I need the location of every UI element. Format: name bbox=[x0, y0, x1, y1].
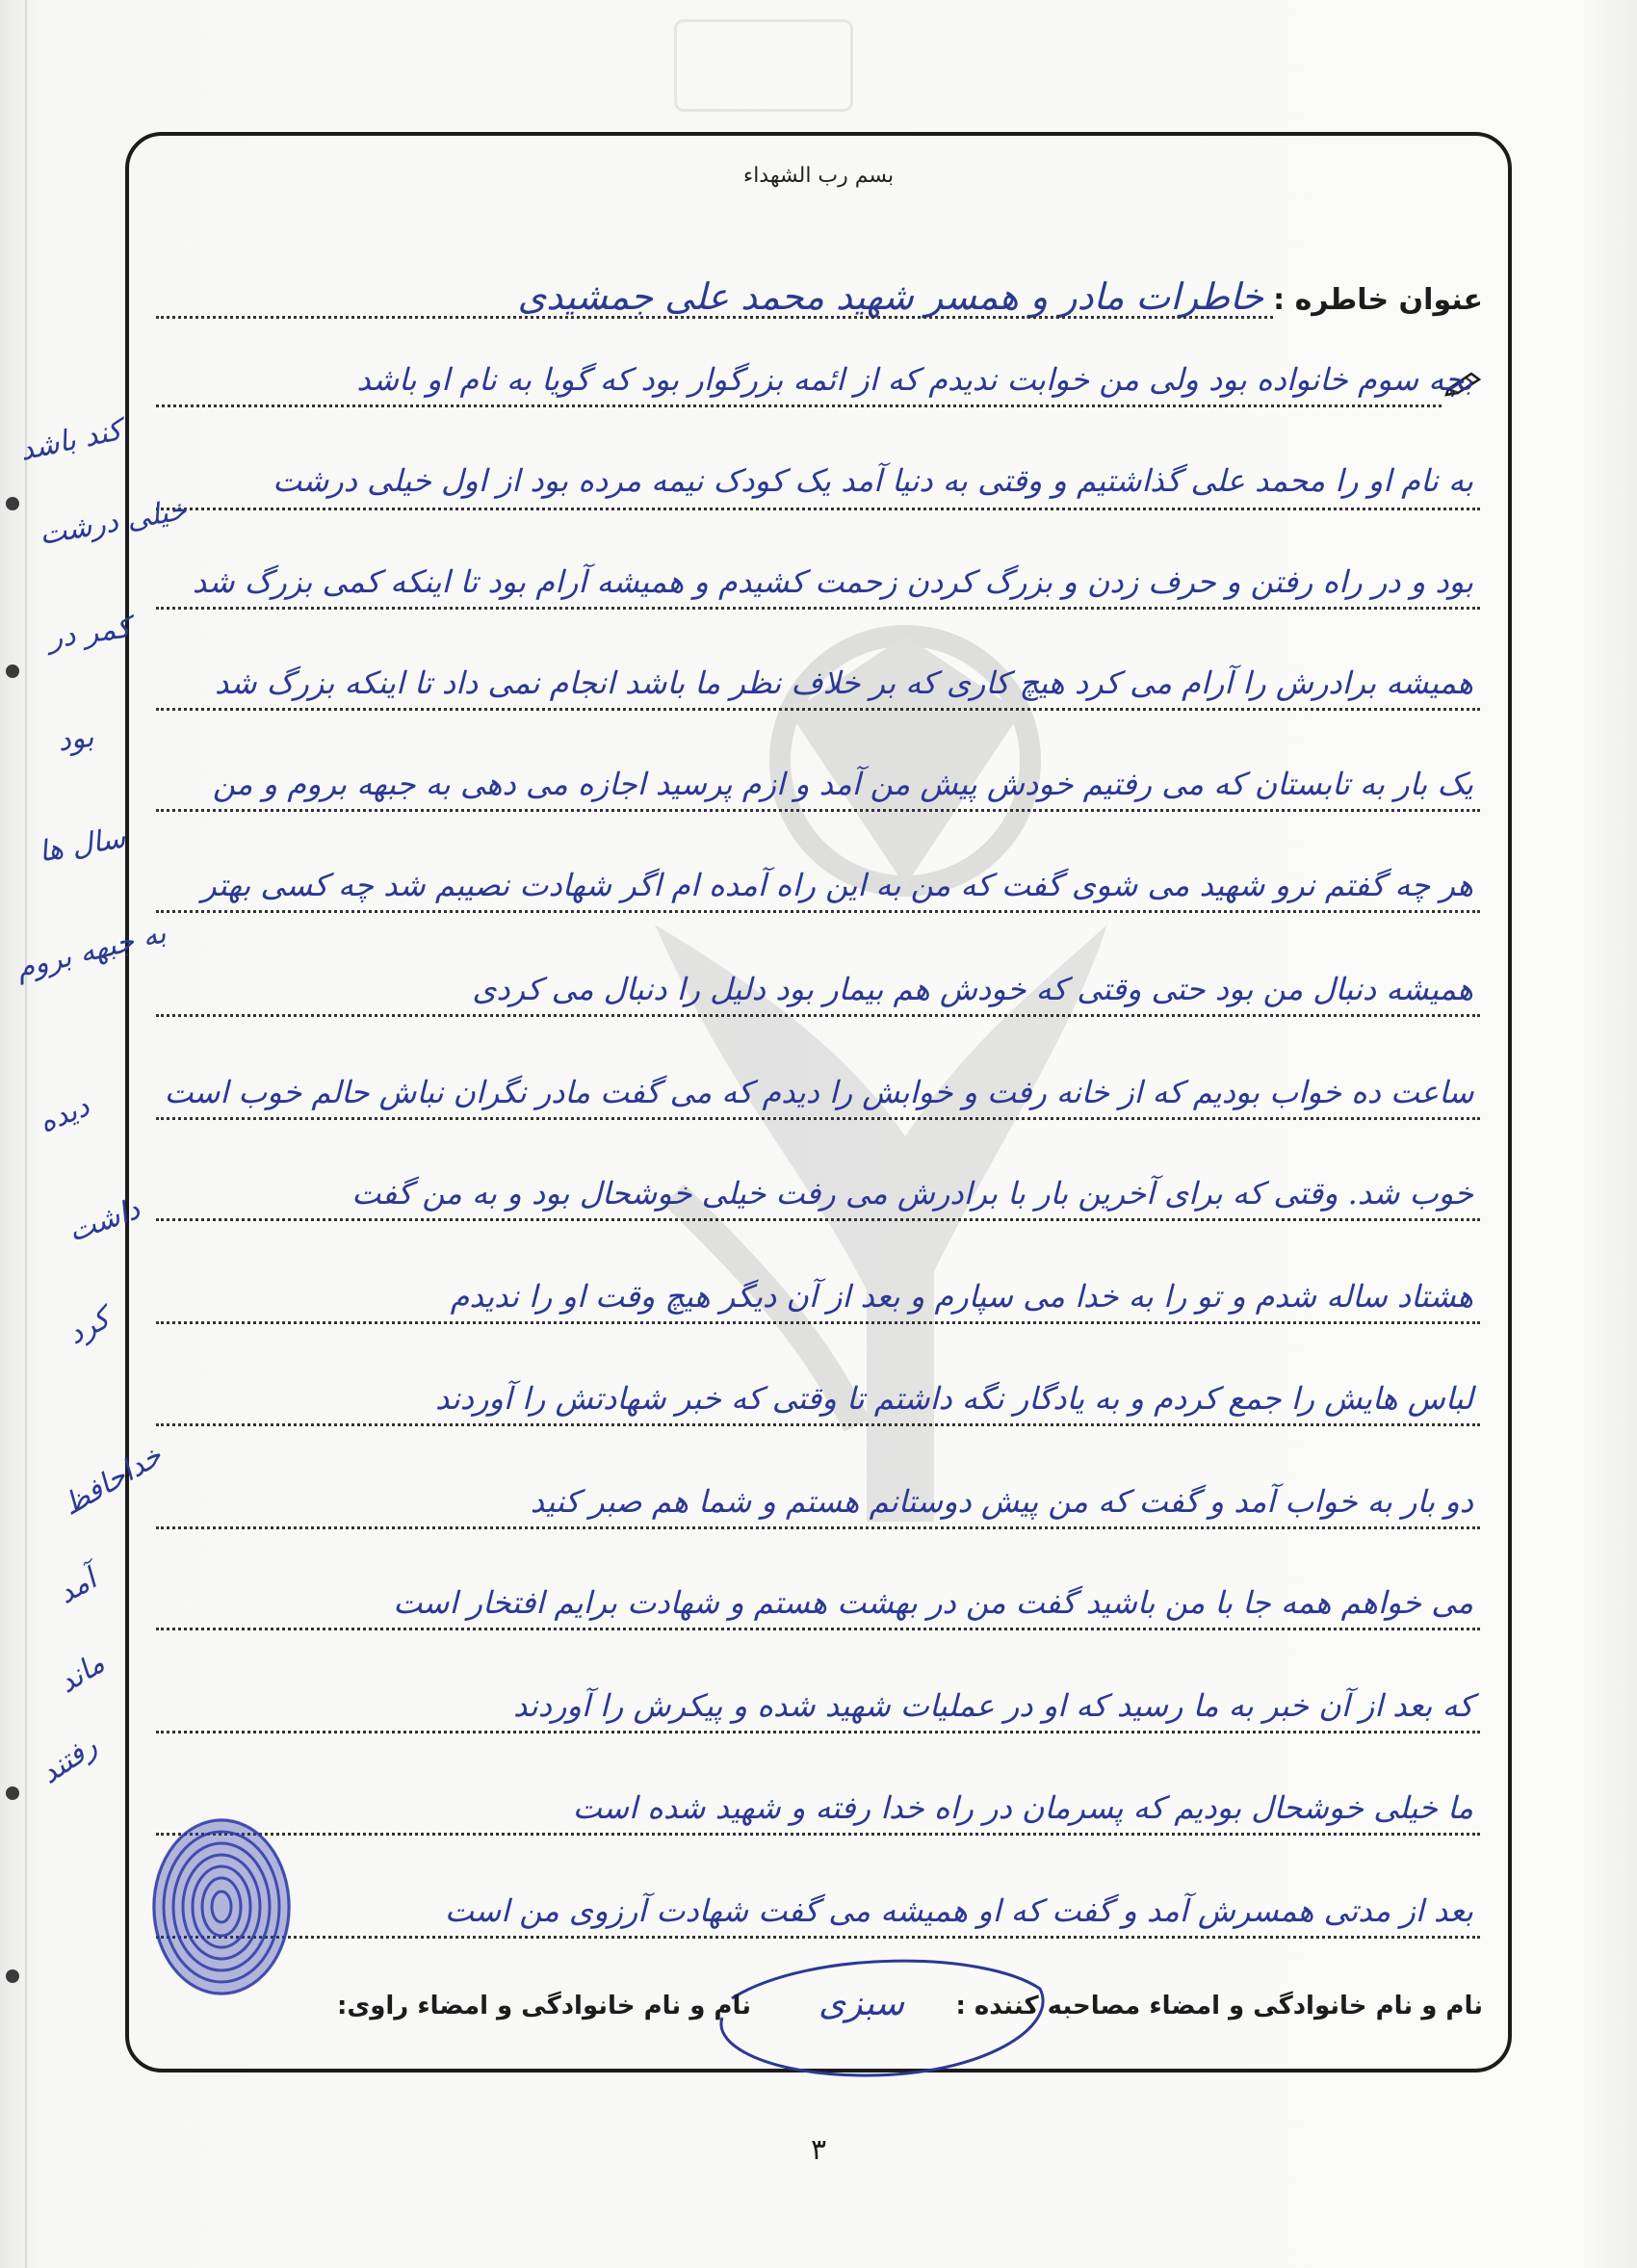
ruled-line bbox=[156, 1628, 1480, 1630]
title-label: عنوان خاطره : bbox=[1273, 283, 1483, 317]
title-value: خاطرات مادر و همسر شهید محمد علی جمشیدی bbox=[517, 275, 1264, 318]
interviewee-label: نام و نام خانوادگی و امضاء راوی: bbox=[337, 1992, 751, 2020]
margin-note: سال ها bbox=[36, 821, 128, 870]
handwritten-line: هر چه گفتم نرو شهید می شوی گفت که من به این راه آمده ام اگر شهادت نصیبم شد چه کسی بهتر bbox=[201, 867, 1473, 903]
ruled-line bbox=[156, 708, 1480, 711]
margin-note: کرد bbox=[62, 1301, 116, 1352]
bleed-through-stamp bbox=[674, 19, 853, 112]
handwritten-line: لباس هایش را جمع کردم و به یادگار نگه داشتم تا وقتی که خبر شهادتش را آوردند bbox=[435, 1380, 1473, 1417]
handwritten-line: یک بار به تابستان که می رفتیم خودش پیش من آمد و ازم پرسید اجازه می دهی به جبهه بروم و من bbox=[212, 766, 1473, 802]
margin-note: دیده bbox=[34, 1089, 94, 1140]
handwritten-line: می خواهم همه جا با من باشید گفت من در بهشت هستم و شهادت برایم افتخار است bbox=[393, 1584, 1473, 1621]
memoir-title-row bbox=[518, 275, 1483, 318]
page-number: ۳ bbox=[810, 2133, 827, 2167]
ruled-line bbox=[156, 1731, 1480, 1734]
handwritten-line: که بعد از آن خبر به ما رسید که او در عملیات شهید شده و پیکرش را آوردند bbox=[513, 1687, 1473, 1724]
handwritten-line: ما خیلی خوشحال بودیم که پسرمان در راه خدا رفته و شهید شده است bbox=[572, 1789, 1473, 1826]
margin-note: آمد bbox=[51, 1562, 103, 1611]
binding-hole bbox=[6, 497, 19, 510]
ruled-line bbox=[156, 809, 1480, 812]
handwritten-line: بچه سوم خانواده بود ولی من خوابت ندیدم که از ائمه بزرگوار بود که گویا به نام او باشد bbox=[356, 361, 1473, 398]
ruled-line bbox=[156, 1833, 1480, 1836]
margin-note: ماند bbox=[52, 1646, 111, 1701]
handwritten-line: بعد از مدتی همسرش آمد و گفت که او همیشه می گفت شهادت آرزوی من است bbox=[444, 1892, 1473, 1929]
ruled-line bbox=[156, 1321, 1480, 1324]
interviewer-label: نام و نام خانوادگی و امضاء مصاحبه کننده : bbox=[955, 1992, 1483, 2020]
binding-hole bbox=[6, 665, 19, 678]
ruled-line bbox=[156, 1526, 1480, 1529]
handwritten-line: به نام او را محمد علی گذاشتیم و وقتی به دنیا آمد یک کودک نیمه مرده بود از اول خیلی درشت bbox=[273, 462, 1473, 499]
margin-note: کمر در bbox=[45, 611, 133, 656]
binding-line bbox=[25, 0, 27, 2268]
margin-note: به جبهه بروم bbox=[13, 916, 169, 986]
margin-note: بود bbox=[55, 719, 96, 759]
ruled-line bbox=[156, 910, 1480, 913]
handwritten-line: دو بار به خواب آمد و گفت که من پیش دوستانم هستم و شما هم صبر کنید bbox=[530, 1483, 1473, 1520]
handwritten-line: همیشه برادرش را آرام می کرد هیچ کاری که بر خلاف نظر ما باشد انجام نمی داد تا اینکه بزرگ شد bbox=[214, 665, 1473, 701]
handwritten-line: همیشه دنبال من بود حتی وقتی که خودش هم بیمار بود دلیل را دنبال می کردی bbox=[472, 971, 1473, 1007]
ruled-line bbox=[156, 607, 1480, 610]
basmala-header: بسم رب الشهداء bbox=[742, 164, 895, 188]
handwritten-line: خوب شد. وقتی که برای آخرین بار با برادرش می رفت خیلی خوشحال بود و به من گفت bbox=[351, 1175, 1473, 1212]
margin-note: خداحافظ bbox=[56, 1439, 169, 1523]
binding-hole bbox=[6, 1786, 19, 1800]
ruled-line bbox=[156, 1423, 1480, 1426]
ruled-line bbox=[156, 404, 1442, 407]
ruled-line bbox=[156, 1117, 1480, 1120]
handwritten-line: ساعت ده خواب بودیم که از خانه رفت و خوابش را دیدم که می گفت مادر نگران نباش حالم خوب است bbox=[164, 1074, 1473, 1110]
binding-hole bbox=[6, 1969, 19, 1983]
margin-note: رفتند bbox=[34, 1729, 104, 1791]
handwritten-line: هشتاد ساله شدم و تو را به خدا می سپارم و بعد از آن دیگر هیچ وقت او را ندیدم bbox=[450, 1278, 1473, 1315]
margin-note: داشت bbox=[64, 1192, 144, 1249]
interviewer-signature: سبزی bbox=[818, 1984, 905, 2023]
margin-note: خیلی درشت bbox=[37, 492, 190, 553]
handwritten-line: بود و در راه رفتن و حرف زدن و بزرگ کردن زحمت کشیدم و همیشه آرام بود تا اینکه کمی بزرگ شد bbox=[192, 563, 1473, 600]
margin-note: کند باشد bbox=[16, 413, 125, 468]
ruled-line bbox=[156, 508, 1480, 510]
ruled-line bbox=[156, 1218, 1480, 1221]
title-dotted-line bbox=[156, 316, 1273, 319]
ruled-line bbox=[156, 1014, 1480, 1017]
ruled-line bbox=[156, 1936, 1480, 1939]
fingerprint-icon bbox=[144, 1811, 299, 2003]
